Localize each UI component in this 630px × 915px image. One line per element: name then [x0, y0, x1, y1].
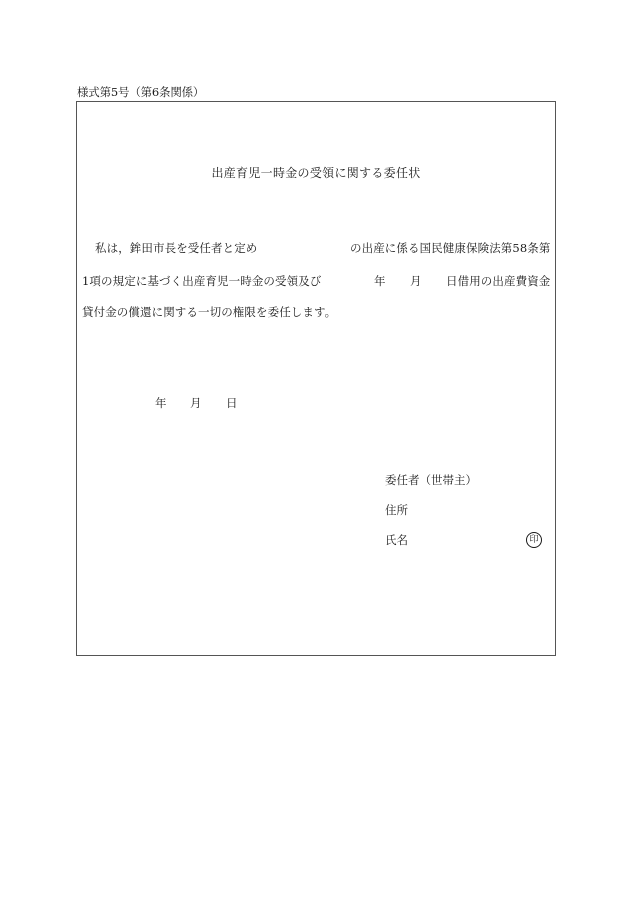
date-month-label: 月: [190, 396, 202, 410]
body-line-2-month: 月: [410, 274, 422, 288]
body-line-1-start: 私は，鉾田市長を受任者と定め: [95, 241, 258, 255]
body-line-2-year: 年: [374, 274, 386, 288]
body-line-2-end: 日借用の出産費資金: [446, 274, 551, 288]
body-line-3: 貸付金の償還に関する一切の権限を委任します。: [82, 305, 337, 319]
document-frame: [76, 101, 556, 656]
seal-icon: 印: [526, 532, 542, 548]
body-line-2-start: 1項の規定に基づく出産育児一時金の受領及び: [82, 274, 322, 288]
date-year-label: 年: [155, 396, 167, 410]
delegator-label: 委任者（世帯主）: [385, 473, 477, 487]
address-label: 住所: [385, 503, 408, 517]
form-number: 様式第5号（第6条関係）: [77, 85, 205, 99]
document-title: 出産育児一時金の受領に関する委任状: [211, 166, 421, 180]
name-label: 氏名: [385, 533, 408, 547]
date-day-label: 日: [226, 396, 238, 410]
body-line-1-end: の出産に係る国民健康保険法第58条第: [350, 241, 551, 255]
